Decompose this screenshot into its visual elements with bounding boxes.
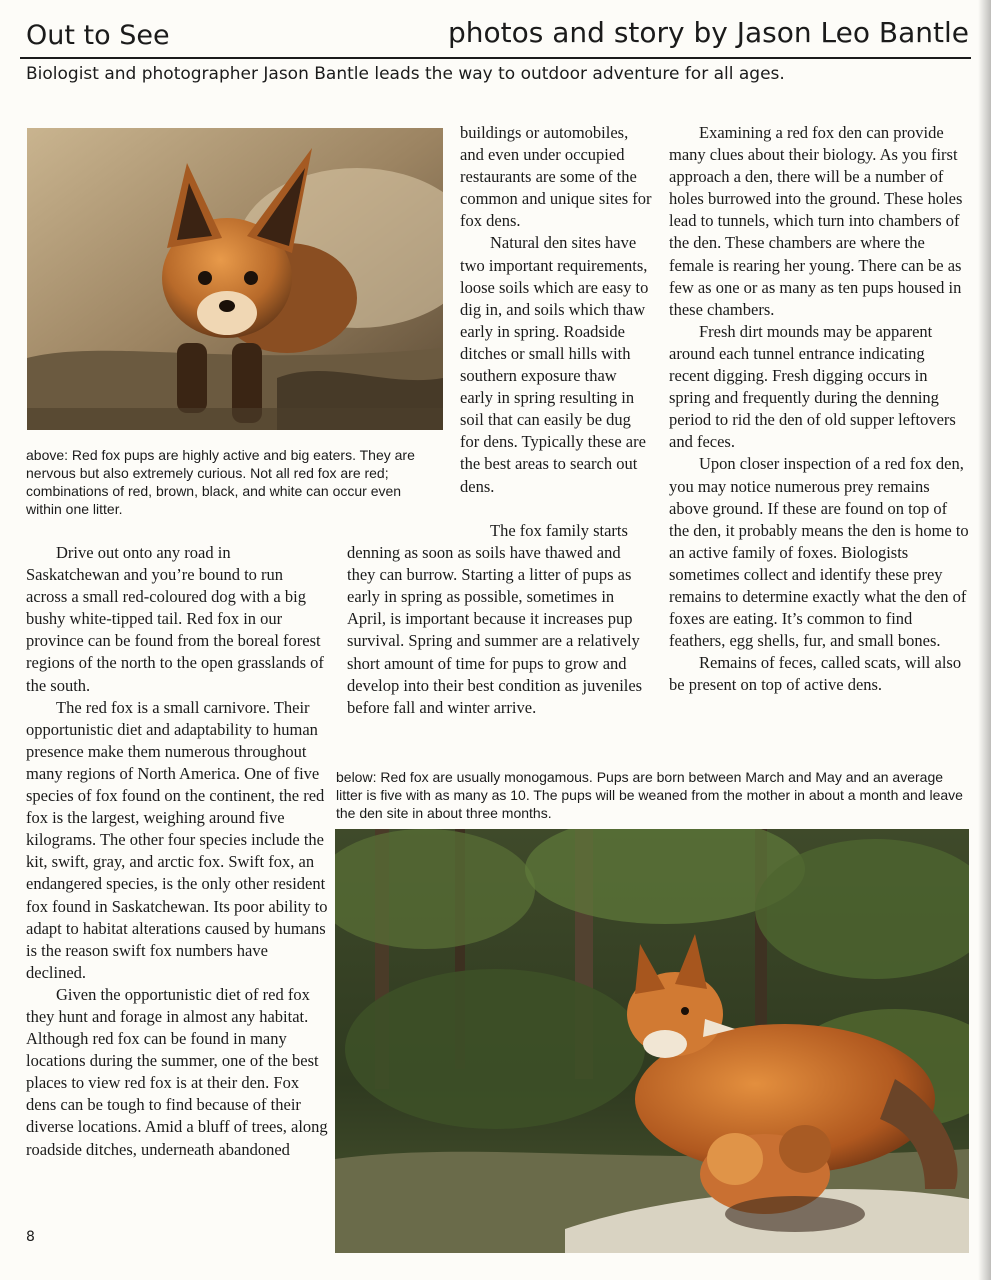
page-number: 8 — [26, 1229, 35, 1245]
paragraph: The red fox is a small carnivore. Their opportunistic diet and adaptability to human presence make them numerous throughout many regions of North America. One of five species of fox found on the continent, the red fox is the largest, weighing around five kilograms. The other four species include the kit, swift, gray, and arctic fox. Swift fox, an endangered species, is the only other resident fox found in Saskatchewan. Its poor ability to adapt to habitat alterations caused by humans is the reason swift fox numbers have declined. — [26, 697, 328, 982]
paragraph: Natural den sites have two important requirements, loose soils which are easy to dig in, and soils which thaw early in spring. Roadside ditches or small hills with southern exposure thaw early in spring resulting in soil that can easily be dug for dens. Typically these are the best areas to search out dens. — [460, 233, 649, 496]
page-edge-shadow — [978, 0, 991, 1280]
paragraph: The fox family starts denning as soon as soils have thawed and they can burrow. Starting a litter of pups as early in spring as possible, sometimes in April, is important because it increases pup survival. Spring and summer are a relatively short amount of time for pups to grow and develop into their best condition as juveniles before fall and winter arrive. — [347, 521, 643, 717]
paragraph: Upon closer inspection of a red fox den, you may notice numerous prey remains above ground. If these are found on top of the den, it probably means the den is home to an active family of foxes. Biologists sometimes collect and identify these prey remains to determine exactly what the den of foxes are eating. It’s common to find feathers, egg shells, fur, and small bones. — [669, 454, 969, 651]
red-fox-pup-photo — [27, 128, 443, 430]
byline: photos and story by Jason Leo Bantle — [448, 16, 969, 49]
paragraph: buildings or automobiles, and even under occupied restaurants are some of the common and unique sites for fox dens. — [460, 123, 652, 231]
article-column-2-top — [460, 122, 652, 498]
paragraph: Examining a red fox den can provide many clues about their biology. As you first approach a den, there will be a number of holes burrowed into the ground. These holes lead to tunnels, which turn into chambers of the den. These chambers are where the female is rearing her young. There can be as few as one or as many as ten pups housed in these chambers. — [669, 123, 963, 319]
paragraph: Drive out onto any road in Saskatchewan and you’re bound to run across a small red-coloured dog with a big bushy white-tipped tail. Red fox in our province can be found from the boreal forest regions of the north to the open grasslands of the south. — [26, 543, 324, 695]
article-column-1 — [26, 542, 328, 1161]
paragraph: Given the opportunistic diet of red fox they hunt and forage in almost any habitat. Although red fox can be found in many locations during the summer, one of the best places to view red fox is at their den. Fox dens can be tough to find because of their diverse locations. Amid a bluff of trees, along roadside ditches, underneath abandoned — [26, 984, 328, 1159]
article-column-2-bottom — [347, 520, 647, 719]
top-photo-caption: above: Red fox pups are highly active and big eaters. They are nervous but also extremely curious. Not all red fox are red; combinations of red, brown, black, and white can occur even within one litter. — [26, 447, 415, 517]
bottom-photo-caption: below: Red fox are usually monogamous. Pups are born between March and May and an average litter is five with as many as 10. The pups will be weaned from the mother in about a month and leave the den site in about three months. — [336, 769, 963, 821]
paragraph: Remains of feces, called scats, will also be present on top of active dens. — [669, 653, 962, 695]
article-column-3 — [669, 122, 969, 696]
subtitle: Biologist and photographer Jason Bantle leads the way to outdoor adventure for all ages. — [26, 64, 785, 84]
header-rule — [20, 57, 971, 59]
red-fox-family-photo — [335, 829, 969, 1253]
column-title: Out to See — [26, 20, 170, 51]
paragraph: Fresh dirt mounds may be apparent around each tunnel entrance indicating recent digging. Fresh digging occurs in spring and frequently during the denning period to rid the den of old supper leftovers and feces. — [669, 321, 956, 452]
